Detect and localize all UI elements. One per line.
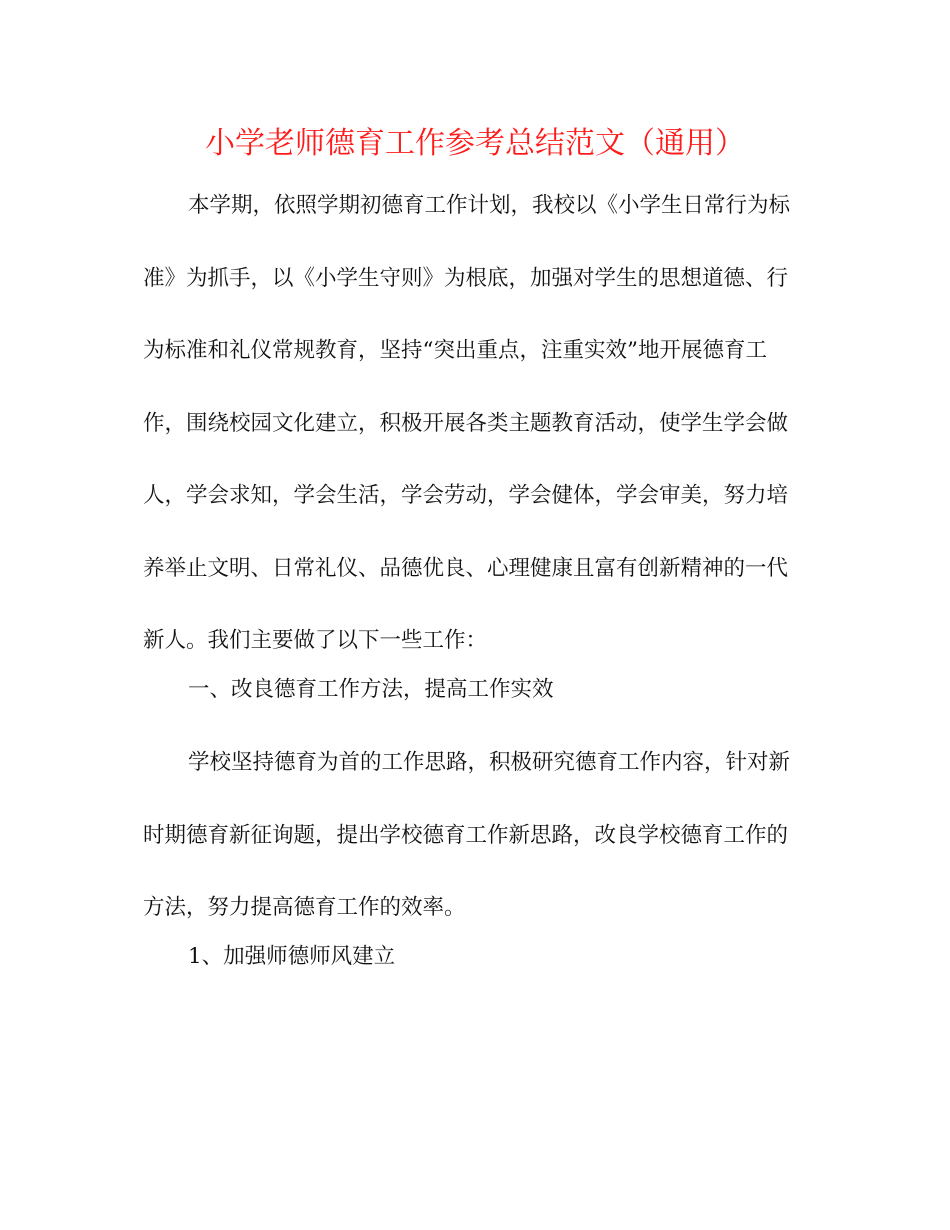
intro-paragraph: 本学期，依照学期初德育工作计划，我校以《小学生日常行为标准》为抓手，以《小学生守则》为根底，加强对学生的思想道德、行为标准和礼仪常规教育，坚持“突出重点，注重实效”地开展德育工作，围绕校园文化建立，积极开展各类主题教育活动，使学生学会做人，学会求知，学会生活，学会劳动，学会健体，学会审美，努力培养举止文明、日常礼仪、品德优良、心理健康且富有创新精神的一代新人。我们主要做了以下一些工作： xyxy=(143,193,791,653)
document-title: 小学老师德育工作参考总结范文（通用） xyxy=(205,126,745,161)
section-heading-1: 一、改良德育工作方法，提高工作实效 xyxy=(188,677,554,702)
section-1-paragraph: 学校坚持德育为首的工作思路，积极研究德育工作内容，针对新时期德育新征询题，提出学校德育工作新思路，改良学校德育工作的方法，努力提高德育工作的效率。 xyxy=(143,750,791,920)
subsection-heading-1: 1、加强师德师风建立 xyxy=(188,944,396,969)
